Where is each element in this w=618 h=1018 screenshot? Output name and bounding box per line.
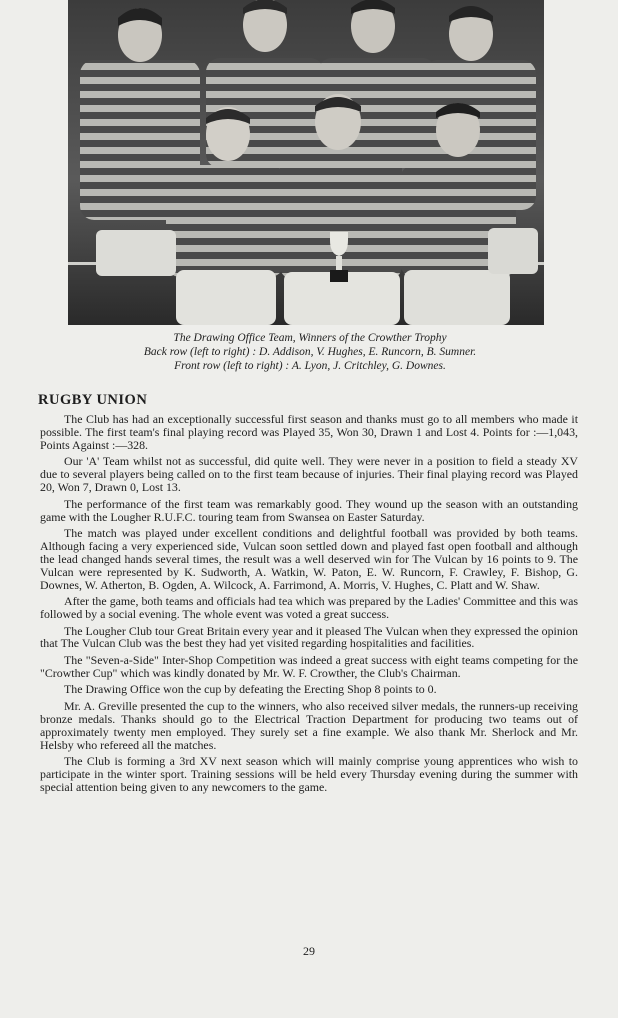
paragraph: Our 'A' Team whilst not as successful, did quite well. They were never in a position to field a steady XV due to several players being called on to the first team because of injuries. Their final playing record was Played 20, Won 7, Drawn 0, Lost 13. [40,454,578,495]
paragraph: The "Seven-a-Side" Inter-Shop Competition was indeed a great success with eight teams competing for the "Crowther Cup" which was kindly donated by Mr. W. F. Crowther, the Club's Chairman. [40,652,578,680]
paragraph: The Drawing Office won the cup by defeating the Erecting Shop 8 points to 0. [64,682,437,697]
article-body [40,413,578,797]
caption-front-row: Front row (left to right) : A. Lyon, J. Critchley, G. Downes. [174,360,446,372]
caption-back-row: Back row (left to right) : D. Addison, V. Hughes, E. Runcorn, B. Sumner. [143,346,477,358]
team-photo [68,0,544,325]
paragraph: The Club has had an exceptionally successful first season and thanks must go to all members who made it possible. The first team's final playing record was Played 35, Won 30, Drawn 1 and Lost 4. Points for :—1,043, Points Against :—328. [40,412,578,452]
paragraph: After the game, both teams and officials had tea which was prepared by the Ladies' Committee and this was followed by a social evening. The whole event was voted a great success. [40,594,578,622]
paragraph: The Lougher Club tour Great Britain every year and it pleased The Vulcan when they expressed the opinion that The Vulcan Club was the best they had yet visited regarding hospitalities and facilities. [40,623,578,651]
team-photo-icon [68,0,544,325]
paragraph: The match was played under excellent conditions and delightful football was provided by both teams. Although facing a very experienced side, Vulcan soon settled down and played fast open football and although the lead changed hands several times, the result was a well deserved win for The Vulcan by 16 points to 9. The Vulcan were represented by K. Sudworth, A. Watkin, W. Paton, E. W. Runcorn, F. Crawley, F. Bishop, G. Downes, W. Atherton, B. Ogden, A. Wilcock, A. Farrimond, A. Morris, V. Hughes, C. Platt and W. Shaw. [40,526,578,592]
paragraph: The performance of the first team was remarkably good. They wound up the season with an outstanding game with the Lougher R.U.F.C. touring team from Swansea on Easter Saturday. [40,496,578,524]
photo-caption [40,331,580,373]
section-heading: RUGBY UNION [38,392,148,408]
page-number: 29 [303,944,315,958]
paragraph: Mr. A. Greville presented the cup to the winners, who also received silver medals, the runners-up receiving bronze medals. Thanks should go to the Electrical Traction Department for producing two teams out of approximately twenty men employed. They surely set a fine example. We also thank Mr. Sherlock and Mr. Helsby who refereed all the matches. [40,698,578,752]
caption-title: The Drawing Office Team, Winners of the Crowther Trophy [173,332,447,344]
paragraph: The Club is forming a 3rd XV next season which will mainly comprise young apprentices who wish to participate in the winter sport. Training sessions will be held every Thursday evening during the summer with special attention being given to any newcomers to the game. [40,754,578,794]
